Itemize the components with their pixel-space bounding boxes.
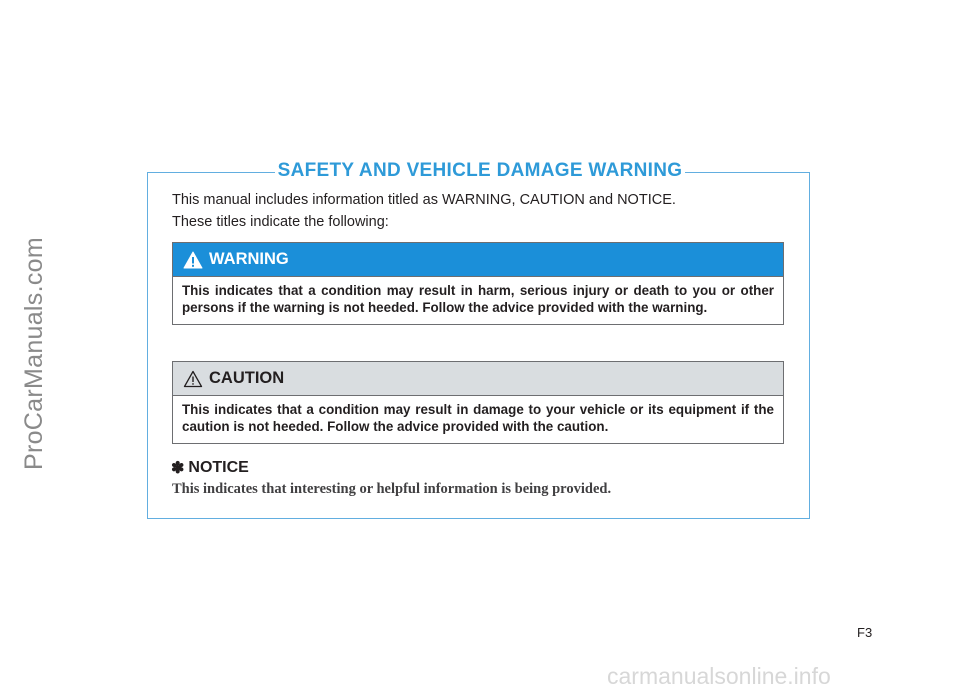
notice-heading <box>171 458 249 478</box>
notice-title: NOTICE <box>188 459 249 476</box>
page-number: F3 <box>857 625 873 640</box>
section-title: SAFETY AND VEHICLE DAMAGE WARNING <box>275 160 685 182</box>
caution-body: This indicates that a condition may result in damage to your vehicle or its equipment if the caution is not heeded. Follow the advice provided with the caution. <box>182 402 774 434</box>
side-watermark: ProCarManuals.com <box>20 237 48 470</box>
caution-title: CAUTION <box>209 369 285 387</box>
warning-title: WARNING <box>209 250 289 268</box>
warning-triangle-outline-icon <box>183 370 203 388</box>
notice-body: This indicates that interesting or helpful information is being provided. <box>172 481 612 497</box>
footer-watermark: carmanualsonline.info <box>607 663 831 689</box>
warning-body: This indicates that a condition may result in harm, serious injury or death to you or other persons if the warning is not heeded. Follow the advice provided with the warning. <box>182 283 774 315</box>
warning-triangle-filled-icon <box>183 251 203 269</box>
intro-line-2: These titles indicate the following: <box>172 214 389 230</box>
notice-asterisk-icon: ✽ <box>171 460 185 477</box>
caution-box <box>172 361 784 444</box>
intro-line-1: This manual includes information titled as WARNING, CAUTION and NOTICE. <box>172 192 676 208</box>
warning-box <box>172 242 784 325</box>
warning-header <box>173 243 783 277</box>
caution-header <box>173 362 783 396</box>
